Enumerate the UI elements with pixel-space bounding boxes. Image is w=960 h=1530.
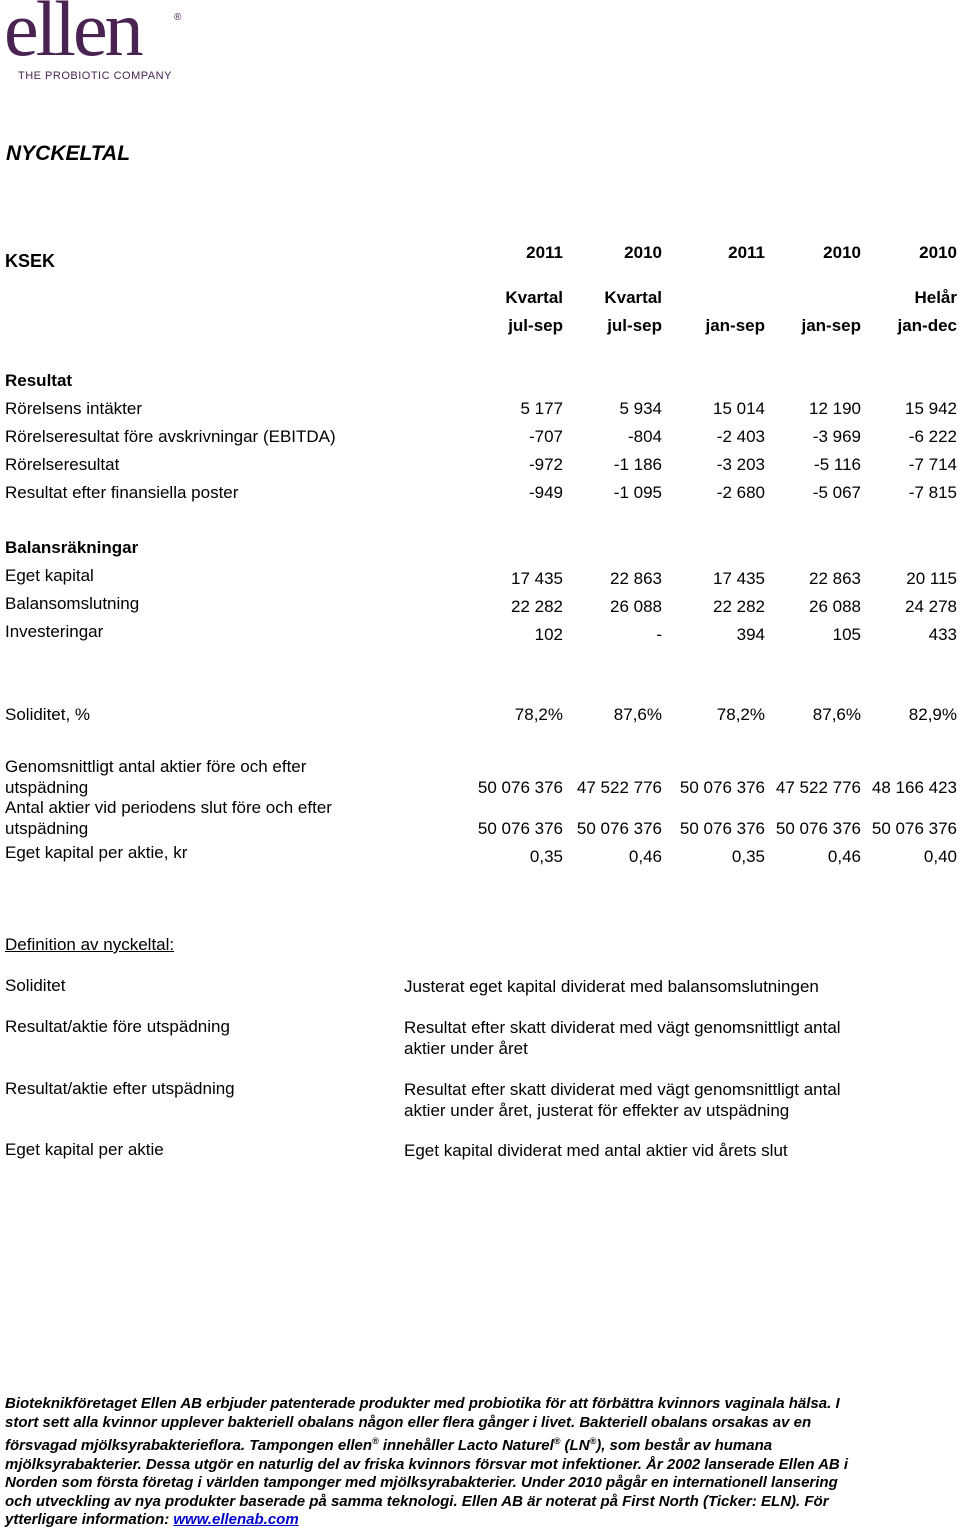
definition-term: Eget kapital per aktie [5, 1140, 164, 1159]
cell-value: -6 222 [908, 427, 957, 446]
cell-value: 87,6% [613, 705, 662, 724]
header-year: 2011 [526, 243, 563, 262]
cell-value: 24 278 [905, 597, 957, 616]
definition-term: Resultat/aktie före utspädning [5, 1017, 230, 1036]
footer-text: försvagad mjölksyrabakterieflora. Tampongen ellen [5, 1437, 373, 1454]
cell-value: -972 [528, 455, 563, 474]
definition-text: Resultat efter skatt dividerat med vägt genomsnittligt antal [404, 1080, 841, 1099]
footer-text: ytterligare information: [5, 1511, 174, 1528]
registered-mark: ® [553, 1436, 561, 1446]
cell-value: 22 863 [610, 569, 662, 588]
cell-value: -7 714 [908, 455, 957, 474]
header-year: 2010 [823, 243, 861, 262]
cell-value: -1 186 [613, 455, 662, 474]
row-label: Investeringar [5, 622, 104, 641]
cell-value: 50 076 376 [679, 778, 765, 797]
definition-text: Justerat eget kapital dividerat med balansomslutningen [404, 977, 819, 996]
row-label: Genomsnittligt antal aktier före och efter [5, 757, 307, 776]
cell-value: 48 166 423 [871, 778, 957, 797]
row-label: Eget kapital per aktie, kr [5, 843, 188, 862]
row-label: Rörelseresultat [5, 455, 120, 474]
registered-mark: ® [589, 1436, 597, 1446]
page-title: NYCKELTAL [6, 142, 131, 165]
cell-value: 82,9% [908, 705, 957, 724]
definition-text: Eget kapital dividerat med antal aktier vid årets slut [404, 1141, 788, 1160]
cell-value: 17 435 [713, 569, 765, 588]
cell-value: 17 435 [511, 569, 563, 588]
footer-line [5, 1432, 905, 1456]
cell-value: 78,2% [716, 705, 765, 724]
header-period: jan-sep [705, 316, 765, 335]
header-year: 2010 [624, 243, 662, 262]
header-year: 2011 [728, 243, 765, 262]
footer-line: mjölksyrabakterier. Dessa utgör en naturlig del av friska kvinnors försvar mot infektioner. År 2002 lanserade Ellen AB i [5, 1455, 849, 1473]
cell-value: 0,46 [628, 847, 662, 866]
row-label: Rörelsens intäkter [5, 399, 143, 418]
cell-value: 26 088 [809, 597, 861, 616]
cell-value: 50 076 376 [477, 819, 563, 838]
logo-tagline: THE PROBIOTIC COMPANY [18, 70, 172, 82]
footer-line: stort sett alla kvinnor upplever bakteriell obalans någon eller flera gånger i livet. Bakteriell obalans orsakas av en [5, 1413, 812, 1431]
footer-text: innehåller Lacto Naturel [378, 1437, 554, 1454]
cell-value: 105 [832, 625, 861, 644]
header-period: jul-sep [508, 316, 563, 335]
header-type: Helår [914, 288, 957, 307]
footer-text: (LN [560, 1437, 590, 1454]
cell-value: 5 177 [520, 399, 563, 418]
header-period: jan-dec [897, 316, 957, 335]
footer-line: och utveckling av nya produkter baserade på samma teknologi. Ellen AB är noterat på First North (Ticker: ELN). För [5, 1492, 829, 1510]
cell-value: 5 934 [619, 399, 662, 418]
header-period: jul-sep [607, 316, 662, 335]
cell-value: -3 969 [812, 427, 861, 446]
definitions-heading: Definition av nyckeltal: [5, 935, 175, 954]
cell-value: 394 [736, 625, 765, 644]
cell-value: 15 014 [713, 399, 765, 418]
cell-value: 22 863 [809, 569, 861, 588]
header-type: Kvartal [604, 288, 662, 307]
cell-value: -5 116 [814, 455, 861, 474]
header-type: Kvartal [505, 288, 563, 307]
cell-value: 26 088 [610, 597, 662, 616]
cell-value: 50 076 376 [477, 778, 563, 797]
definition-text-continued: aktier under året [404, 1039, 528, 1058]
cell-value: -804 [627, 427, 662, 446]
cell-value: 87,6% [812, 705, 861, 724]
cell-value: 0,35 [529, 847, 563, 866]
cell-value: 47 522 776 [775, 778, 861, 797]
cell-value: -5 067 [812, 483, 861, 502]
row-label: Balansomslutning [5, 594, 140, 613]
cell-value: -949 [528, 483, 563, 502]
definition-term: Resultat/aktie efter utspädning [5, 1079, 235, 1098]
cell-value: 433 [928, 625, 957, 644]
registered-mark: ® [372, 1436, 379, 1446]
cell-value: 22 282 [511, 597, 563, 616]
cell-value: 0,40 [923, 847, 957, 866]
cell-value: 78,2% [514, 705, 563, 724]
cell-value: 50 076 376 [871, 819, 957, 838]
cell-value: 47 522 776 [576, 778, 662, 797]
section-heading-balans: Balansräkningar [5, 538, 139, 557]
cell-value: -2 403 [716, 427, 765, 446]
row-label-continued: utspädning [5, 778, 89, 797]
footer-line: Norden som första företag i världen tamponger med mjölksyrabakterier. Under 2010 pågår en internationell lansering [5, 1474, 838, 1491]
footer-line: Bioteknikföretaget Ellen AB erbjuder patenterade produkter med probiotika för att förbättra kvinnors vaginala hälsa. I [5, 1395, 840, 1412]
row-label: Resultat efter finansiella poster [5, 483, 239, 502]
cell-value: - [656, 625, 662, 644]
cell-value: 12 190 [809, 399, 861, 418]
cell-value: 0,46 [827, 847, 861, 866]
company-logo [4, 0, 184, 84]
row-label: Rörelseresultat före avskrivningar (EBITDA) [5, 427, 336, 446]
cell-value: -2 680 [716, 483, 765, 502]
cell-value: 50 076 376 [775, 819, 861, 838]
company-description [5, 1395, 905, 1530]
definition-term: Soliditet [5, 976, 66, 995]
cell-value: 102 [534, 625, 563, 644]
row-label-continued: utspädning [5, 819, 89, 838]
cell-value: 50 076 376 [679, 819, 765, 838]
section-heading-resultat: Resultat [5, 371, 73, 390]
header-year: 2010 [919, 243, 957, 262]
definition-text: Resultat efter skatt dividerat med vägt genomsnittligt antal [404, 1018, 841, 1037]
row-label: Soliditet, % [5, 705, 91, 724]
cell-value: -7 815 [908, 483, 957, 502]
cell-value: 50 076 376 [576, 819, 662, 838]
logo-registered-mark: ® [174, 12, 182, 23]
cell-value: 15 942 [905, 399, 957, 418]
website-link[interactable]: www.ellenab.com [173, 1511, 299, 1528]
cell-value: -3 203 [716, 455, 765, 474]
row-label: Antal aktier vid periodens slut före och efter [5, 798, 332, 817]
row-label: Eget kapital [5, 566, 94, 585]
footer-text: ), som består av humana [596, 1437, 773, 1454]
unit-label: KSEK [5, 251, 56, 271]
logo-wordmark: ellen [4, 0, 141, 72]
cell-value: -1 095 [613, 483, 662, 502]
cell-value: 20 115 [906, 569, 957, 588]
cell-value: -707 [528, 427, 563, 446]
header-period: jan-sep [801, 316, 861, 335]
cell-value: 0,35 [731, 847, 765, 866]
definition-text-continued: aktier under året, justerat för effekter av utspädning [404, 1101, 790, 1120]
cell-value: 22 282 [713, 597, 765, 616]
